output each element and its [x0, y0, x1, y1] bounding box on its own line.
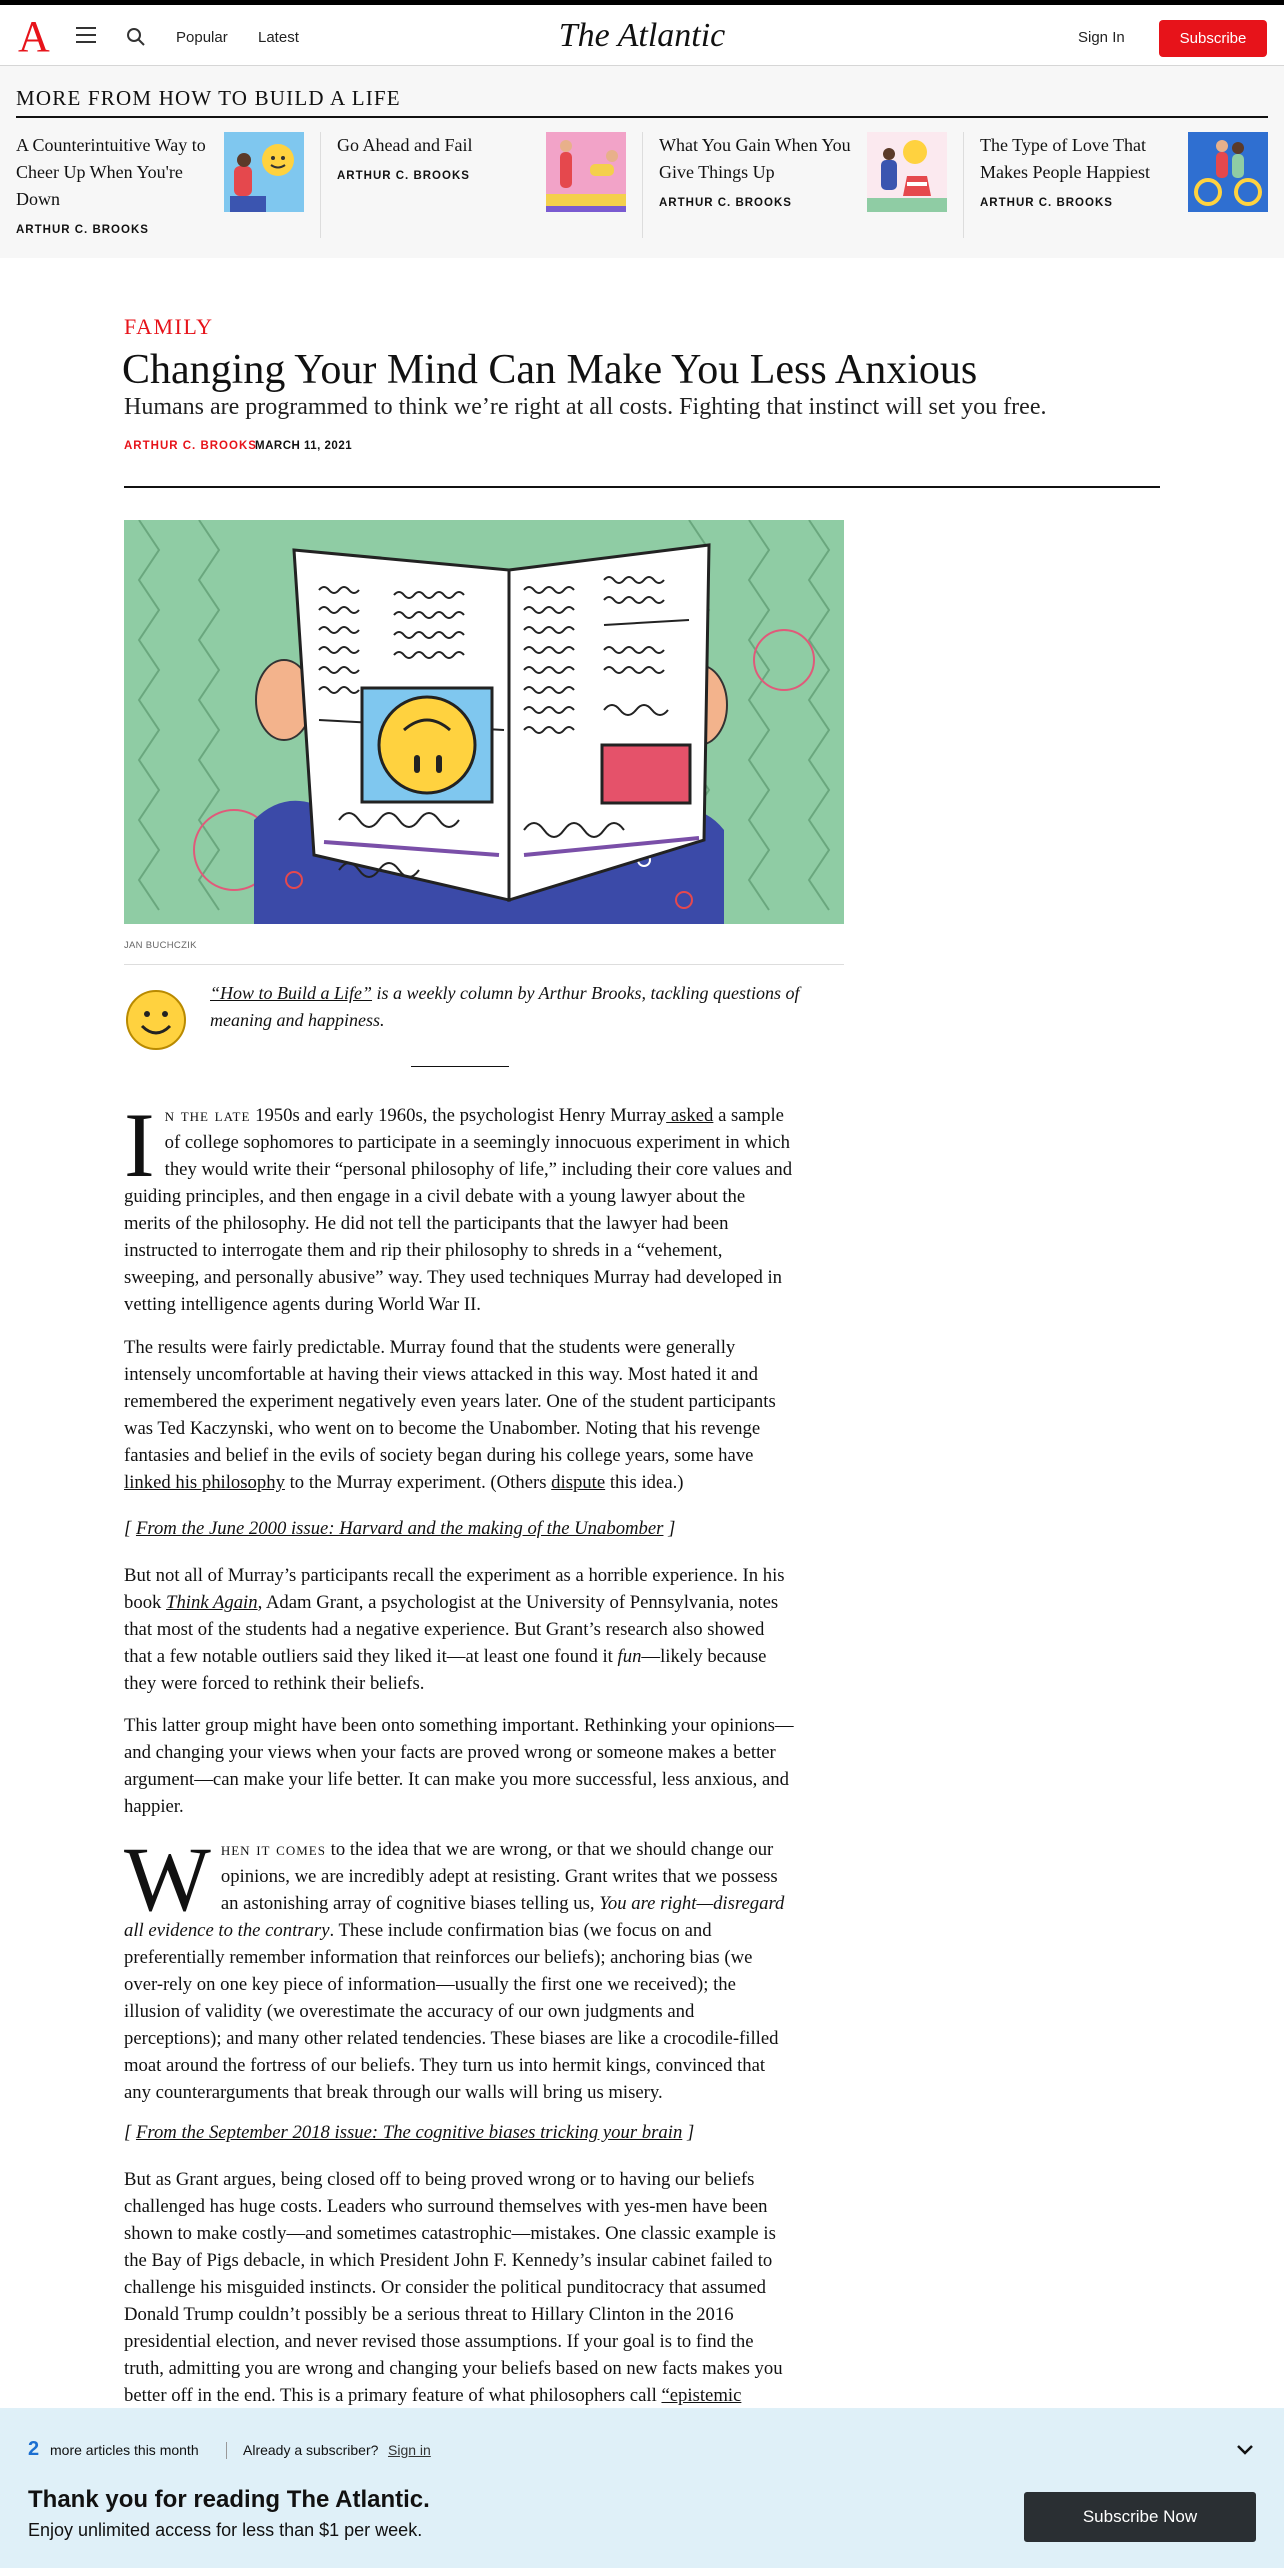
brand-wordmark[interactable]: The Atlantic — [558, 17, 726, 54]
divider — [320, 132, 321, 238]
more-card[interactable] — [659, 132, 949, 242]
chevron-down-icon[interactable] — [1236, 2444, 1254, 2456]
more-card[interactable] — [980, 132, 1270, 242]
paragraph-text: this idea.) — [605, 1472, 684, 1493]
subscribe-now-button[interactable]: Subscribe Now — [1024, 2492, 1256, 2542]
bracket: ] — [682, 2122, 695, 2143]
paragraph-text: . These include confirmation bias (we focus on and preferentially remember information that reinforces our beliefs); anchoring bias (we over-rely on one key piece of information—usually the first one we received); the illusion of validity (we overestimate the accuracy of our own judgments and perceptions); and many other related tendencies. These biases are like a crocodile-filled moat around the fortress of our beliefs. They turn us into hermit kings, convinced that any counterarguments that break through our walls will bring us misery. — [124, 1920, 779, 2103]
bracket: ] — [663, 1518, 676, 1539]
hero-illustration-newspaper-reader — [124, 520, 844, 924]
card-thumbnail-tandem-bike — [1188, 132, 1268, 212]
paragraph-text: 1950s and early 1960s, the psychologist Henry Murray — [250, 1105, 667, 1126]
more-card-title[interactable]: A Counterintuitive Way to Cheer Up When You're Down — [16, 135, 206, 209]
menu-icon[interactable] — [76, 27, 96, 43]
lead-in: n the late — [164, 1105, 251, 1126]
articles-remaining-label: more articles this month — [50, 2442, 199, 2458]
more-card-author: ARTHUR C. BROOKS — [337, 170, 470, 182]
already-subscriber-label: Already a subscriber? — [243, 2442, 379, 2458]
card-thumbnail-giving-figure — [867, 132, 947, 212]
divider — [124, 964, 844, 965]
related-link[interactable]: From the June 2000 issue: Harvard and the making of the Unabomber — [135, 1518, 664, 1539]
paragraph-text: But not all of Murray’s participants recall the experiment as a horrible experience. In his book — [124, 1565, 785, 1613]
more-card[interactable] — [16, 132, 306, 242]
divider — [963, 132, 964, 238]
paragraph — [124, 1334, 796, 1496]
more-card-title[interactable]: Go Ahead and Fail — [337, 135, 473, 155]
image-credit: JAN BUCHCZIK — [124, 940, 197, 951]
lead-in: hen it comes — [220, 1839, 326, 1860]
paragraph-text: —likely because they were forced to rethink their beliefs. — [124, 1646, 767, 1694]
sign-in-link[interactable]: Sign In — [1078, 29, 1125, 46]
subscription-banner — [0, 2408, 1284, 2568]
inline-link[interactable]: asked — [666, 1105, 714, 1126]
more-from-section — [0, 66, 1284, 258]
banner-sign-in-link[interactable]: Sign in — [388, 2442, 431, 2458]
paragraph — [124, 2166, 796, 2409]
inline-link[interactable]: linked his philosophy — [124, 1472, 285, 1493]
bracket: [ — [124, 1518, 136, 1539]
banner-subtitle: Enjoy unlimited access for less than $1 per week. — [28, 2520, 423, 2540]
column-note-text: is a weekly column by Arthur Brooks, tackling questions of meaning and happiness. — [210, 983, 800, 1030]
card-thumbnail-falling-figures — [546, 132, 626, 212]
emphasis: fun — [617, 1646, 642, 1667]
related-link[interactable]: From the September 2018 issue: The cognitive biases tricking your brain — [135, 2122, 683, 2143]
paragraph-text: But as Grant argues, being closed off to being proved wrong or to having our beliefs challenged has huge costs. Leaders who surround themselves with yes-men have been shown to make costly—and sometimes catastrophic—mistakes. One classic example is the Bay of Pigs debacle, in which President John F. Kennedy’s insular cabinet failed to challenge his misguided instincts. Or consider the political punditocracy that assumed Donald Trump couldn’t possibly be a serious threat to Hillary Clinton in the 2016 presidential election, and never revised those assumptions. If your goal is to find the truth, admitting you are wrong and changing your beliefs based on new facts makes you better off in the end. This is a primary feature of what philosophers call — [124, 2169, 783, 2406]
article-headline: Changing Your Mind Can Make You Less Anxious — [122, 347, 978, 393]
bracket: [ — [124, 2122, 136, 2143]
nav-popular[interactable]: Popular — [176, 29, 228, 46]
top-nav — [0, 0, 1284, 66]
byline-date: MARCH 11, 2021 — [255, 440, 353, 452]
search-icon[interactable] — [126, 27, 146, 47]
paragraph — [124, 1562, 796, 1697]
divider — [124, 486, 1160, 488]
book-link[interactable]: Think Again — [166, 1592, 258, 1613]
inline-link[interactable]: dispute — [551, 1472, 606, 1493]
section-label[interactable]: FAMILY — [124, 314, 214, 339]
paragraph-text: a sample of college sophomores to participate in a seemingly innocuous experiment in which they would write their “personal philosophy of life,” including their core values and guiding principles, and then engage in a civil debate with a young lawyer about the merits of the philosophy. He did not tell the participants that the lawyer had been instructed to interrogate them and rip their philosophy to shreds in a “vehement, sweeping, and personally abusive” way. They used techniques Murray had developed in vetting intelligence agents during World War II. — [124, 1105, 793, 1315]
drop-cap: I — [124, 1094, 155, 1196]
paragraph-text: to the Murray experiment. (Others — [284, 1472, 552, 1493]
paragraph-text: This latter group might have been onto something important. Rethinking your opinions—and changing your views when your facts are proved wrong or someone makes a better argument—can make your life better. It can make you more successful, less anxious, and happier. — [124, 1715, 794, 1817]
divider — [226, 2442, 227, 2459]
related-link-cognitive-biases — [124, 2122, 694, 2144]
inline-link[interactable]: “epistemic — [661, 2385, 742, 2406]
card-thumbnail-sunny-figure — [224, 132, 304, 212]
more-card-title[interactable]: The Type of Love That Makes People Happiest — [980, 135, 1150, 182]
more-card-author: ARTHUR C. BROOKS — [980, 197, 1113, 209]
paragraph-text: to the idea that we are wrong, or that we should change our opinions, we are incredibly adept at resisting. Grant writes that we possess an astonishing array of cognitive biases telling us, — [220, 1839, 778, 1914]
related-link-unabomber — [124, 1518, 675, 1540]
paragraph — [124, 1828, 796, 2106]
more-from-title: MORE FROM HOW TO BUILD A LIFE — [16, 86, 401, 110]
drop-cap: W — [124, 1828, 211, 1930]
banner-title: Thank you for reading The Atlantic. — [28, 2486, 430, 2513]
nav-latest[interactable]: Latest — [258, 29, 299, 46]
emphasis: You are right—disregard all evidence to the contrary — [124, 1893, 785, 1941]
article-dek: Humans are programmed to think we’re right at all costs. Fighting that instinct will set you free. — [124, 394, 1047, 420]
divider — [411, 1066, 509, 1067]
subscribe-button[interactable]: Subscribe — [1159, 20, 1267, 57]
atlantic-logo-a[interactable]: A — [18, 12, 50, 61]
articles-remaining-count: 2 — [28, 2438, 40, 2460]
column-note — [210, 980, 800, 1034]
divider — [642, 132, 643, 238]
paragraph — [124, 1094, 796, 1318]
more-card-author: ARTHUR C. BROOKS — [659, 197, 792, 209]
column-link[interactable]: “How to Build a Life” — [210, 983, 373, 1003]
more-card-author: ARTHUR C. BROOKS — [16, 224, 149, 236]
divider — [16, 116, 1268, 118]
paragraph — [124, 1712, 796, 1820]
byline-author[interactable]: ARTHUR C. BROOKS — [124, 440, 257, 452]
smiley-icon — [124, 988, 188, 1052]
paragraph-text: The results were fairly predictable. Murray found that the students were generally intensely uncomfortable at having their views attacked in this way. Most hated it and remembered the experiment negatively even years later. One of the student participants was Ted Kaczynski, who went on to become the Unabomber. Noting that his revenge fantasies and belief in the evils of society began during his college years, some have — [124, 1337, 776, 1466]
more-card[interactable] — [337, 132, 627, 242]
more-card-title[interactable]: What You Gain When You Give Things Up — [659, 135, 851, 182]
paragraph-text: , Adam Grant, a psychologist at the University of Pennsylvania, notes that most of the students had a negative experience. But Grant’s research also showed that a few notable outliers said they liked it—at least one found it — [124, 1592, 779, 1667]
